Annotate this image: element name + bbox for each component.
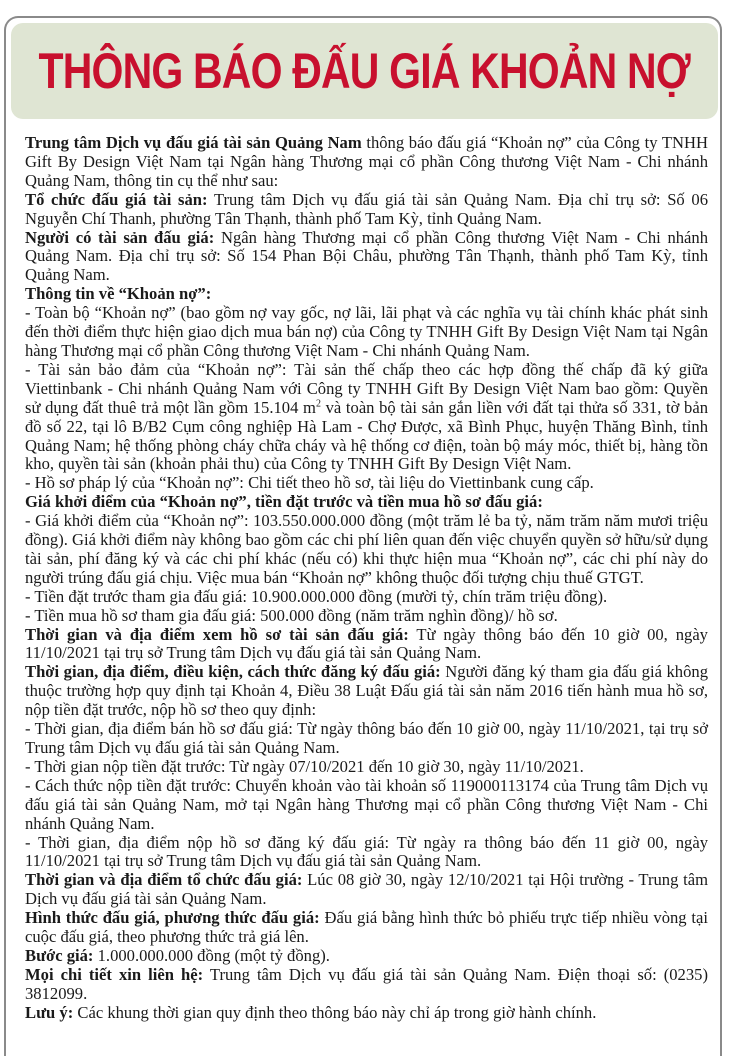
- registration-item-2: - Thời gian nộp tiền đặt trước: Từ ngày 07/10/2021 đến 10 giờ 30, ngày 11/10/2021.: [25, 756, 584, 776]
- debt-info-item-2-text-b: và toàn bộ tài sản gắn liền với đất tại thửa số 331, tờ bản đồ số 22, tại lô B/B2 Cụm công nghiệp Hà Lam - Chợ Được, xã Bình Phục, huyện Thăng Bình, tỉnh Quảng Nam; hệ thống phòng cháy chữa cháy và hệ thống cơ điện, toàn bộ máy móc, thiết bị, hàng tồn kho, quyền tài sản (khoản phải thu) của Công ty TNHH Gift By Design Việt Nam.: [25, 397, 708, 474]
- intro-text: thông báo đấu giá “Khoản nợ” của Công ty TNHH Gift By Design Việt Nam tại Ngân hàng Thương mại cổ phần Công thương Việt Nam - Chi nhánh Quảng Nam, thông tin cụ thể như sau:: [25, 133, 708, 190]
- asset-owner-label: Người có tài sản đấu giá:: [25, 227, 215, 247]
- pricing-label: Giá khởi điểm của “Khoản nợ”, tiền đặt trước và tiền mua hồ sơ đấu giá:: [25, 492, 543, 512]
- auction-method-text: Đấu giá bằng hình thức bỏ phiếu trực tiếp nhiều vòng tại cuộc đấu giá, theo phương thức trả giá lên.: [25, 908, 709, 947]
- debt-info-heading: [25, 285, 708, 304]
- asset-owner-paragraph: [25, 229, 708, 286]
- starting-price: - Giá khởi điểm của “Khoản nợ”: 103.550.000.000 đồng (một trăm lẻ ba tỷ, năm trăm năm mươi triệu đồng). Giá khởi điểm này không bao gồm các chi phí liên quan đến việc chuyển quyền sở hữu/sử dụng tài sản, phí đăng ký và các chi phí khác (nếu có) khi thực hiện mua “Khoản nợ”, các chi phí này do người trúng đấu giá chịu. Việc mua bán “Khoản nợ” không thuộc đối tượng chịu thuế GTGT.: [25, 511, 708, 587]
- registration-item-3: - Cách thức nộp tiền đặt trước: Chuyển khoản vào tài khoản số 119000113174 của Trung tâm Dịch vụ đấu giá tài sản Quảng Nam, mở tại Ngân hàng Thương mại cổ phần Công thương Việt Nam - Chi nhánh Quảng Nam.: [25, 775, 708, 833]
- contact-label: Mọi chi tiết xin liên hệ:: [25, 964, 204, 984]
- notice-body: [25, 134, 708, 1023]
- auction-method-paragraph: [25, 909, 708, 947]
- auction-org-text: Trung tâm Dịch vụ đấu giá tài sản Quảng Nam. Địa chỉ trụ sở: Số 06 Nguyễn Chí Thanh, phường Tân Thạnh, thành phố Tam Kỳ, tỉnh Quảng Nam.: [25, 189, 708, 228]
- asset-owner-text: Ngân hàng Thương mại cổ phần Công thương Việt Nam - Chi nhánh Quảng Nam. Địa chỉ trụ sở: Số 154 Phan Bội Châu, phường Tân Thạnh, thành phố Tam Kỳ, tỉnh Quảng Nam.: [25, 227, 709, 285]
- auction-org-paragraph: [25, 191, 708, 229]
- registration-label: Thời gian, địa điểm, điều kiện, cách thức đăng ký đấu giá:: [25, 662, 441, 682]
- intro-org-name: Trung tâm Dịch vụ đấu giá tài sản Quảng Nam: [25, 133, 362, 152]
- registration-item-1: - Thời gian, địa điểm bán hồ sơ đấu giá: Từ ngày thông báo đến 10 giờ 00, ngày 11/10/2021, tại trụ sở Trung tâm Dịch vụ đấu giá tài sản Quảng Nam.: [25, 719, 708, 757]
- debt-info-item-2: [25, 361, 708, 474]
- note-paragraph: [25, 1004, 708, 1023]
- bid-step-paragraph: [25, 947, 708, 966]
- note-label: Lưu ý:: [25, 1002, 74, 1022]
- viewing-text: Từ ngày thông báo đến 10 giờ 00, ngày 11/10/2021 tại trụ sở Trung tâm Dịch vụ đấu giá tài sản Quảng Nam.: [25, 624, 708, 663]
- auction-method-label: Hình thức đấu giá, phương thức đấu giá:: [25, 908, 320, 928]
- debt-info-label: Thông tin về “Khoản nợ”:: [25, 284, 212, 304]
- bid-step-label: Bước giá:: [25, 945, 94, 965]
- contact-paragraph: [25, 966, 708, 1004]
- note-text: Các khung thời gian quy định theo thông báo này chỉ áp trong giờ hành chính.: [73, 1002, 597, 1022]
- debt-info-item-2-text-a: - Tài sản bảo đảm của “Khoản nợ”: Tài sản thế chấp theo các hợp đồng thế chấp đã ký giữa Viettinbank - Chi nhánh Quảng Nam với Công ty TNHH Gift By Design Việt Nam bao gồm: Quyền sử dụng đất thuê trả một lần gồm 15.104 m: [25, 359, 708, 417]
- square-meter-superscript: 2: [315, 398, 321, 410]
- contact-text: Trung tâm Dịch vụ đấu giá tài sản Quảng Nam. Điện thoại số: (0235) 3812099.: [25, 964, 708, 1003]
- auction-time-label: Thời gian và địa điểm tổ chức đấu giá:: [25, 870, 303, 890]
- debt-info-item-1: - Toàn bộ “Khoản nợ” (bao gồm nợ vay gốc, nợ lãi, lãi phạt và các nghĩa vụ tài chính khác phát sinh đến thời điểm thực hiện giao dịch mua bán nợ) của Công ty TNHH Gift By Design Việt Nam tại Ngân hàng Thương mại cổ phần Công thương Việt Nam - Chi nhánh Quảng Nam.: [25, 303, 708, 360]
- auction-time-text: Lúc 08 giờ 30, ngày 12/10/2021 tại Hội trường - Trung tâm Dịch vụ đấu giá tài sản Quảng Nam.: [25, 870, 708, 909]
- debt-info-item-3: - Hồ sơ pháp lý của “Khoản nợ”: Chi tiết theo hồ sơ, tài liệu do Viettinbank cung cấp.: [25, 473, 594, 493]
- pricing-heading: [25, 493, 708, 512]
- viewing-paragraph: [25, 626, 708, 664]
- registration-paragraph: [25, 663, 708, 720]
- registration-text: Người đăng ký tham gia đấu giá không thuộc trường hợp quy định tại Khoản 4, Điều 38 Luật Đấu giá tài sản năm 2016 tiến hành mua hồ sơ, nộp tiền đặt trước, nộp hồ sơ theo quy định:: [25, 662, 708, 720]
- notice-title: THÔNG BÁO ĐẤU GIÁ KHOẢN NỢ: [38, 43, 691, 99]
- viewing-label: Thời gian và địa điểm xem hồ sơ tài sản đấu giá:: [25, 624, 409, 644]
- notice-header: [11, 23, 718, 119]
- auction-org-label: Tổ chức đấu giá tài sản:: [25, 189, 208, 209]
- intro-paragraph: [25, 134, 708, 191]
- auction-time-paragraph: [25, 871, 708, 909]
- dossier-fee: - Tiền mua hồ sơ tham gia đấu giá: 500.000 đồng (năm trăm nghìn đồng)/ hồ sơ.: [25, 605, 558, 625]
- bid-step-text: 1.000.000.000 đồng (một tỷ đồng).: [93, 945, 330, 965]
- deposit-amount: - Tiền đặt trước tham gia đấu giá: 10.900.000.000 đồng (mười tỷ, chín trăm triệu đồng).: [25, 586, 608, 606]
- registration-item-4: - Thời gian, địa điểm nộp hồ sơ đăng ký đấu giá: Từ ngày ra thông báo đến 11 giờ 00, ngày 11/10/2021 tại trụ sở Trung tâm Dịch vụ đấu giá tài sản Quảng Nam.: [25, 832, 708, 871]
